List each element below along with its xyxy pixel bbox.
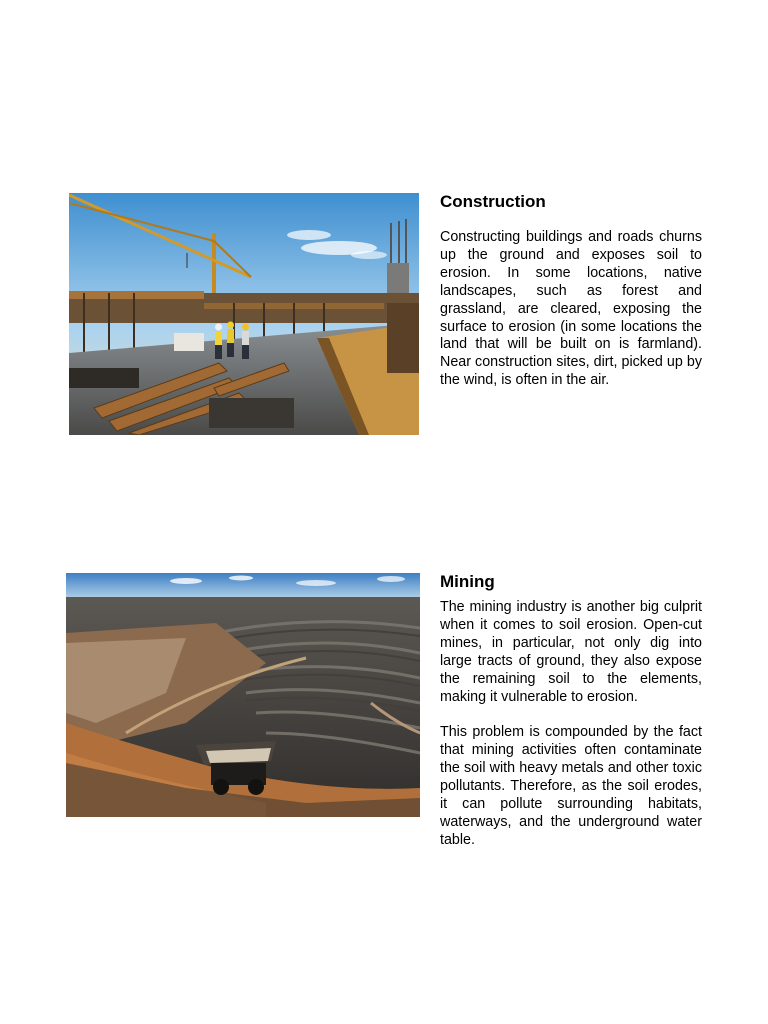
mining-paragraph-1: The mining industry is another big culprit when it comes to soil erosion. Open-cut mines, in particular, not only dig into large tracts of ground, they also expose the remaining soil to the elements, making it vulnerable to erosion. [440, 599, 702, 705]
mining-heading: Mining [440, 572, 495, 591]
construction-text [440, 192, 702, 390]
construction-heading: Construction [440, 192, 546, 211]
open-pit-mine-photo [66, 573, 420, 817]
construction-site-photo [69, 193, 419, 435]
construction-paragraph: Constructing buildings and roads churns up the ground and exposes soil to erosion. In some locations, native landscapes, such as forest and grassland, are cleared, exposing the surface to erosion (in some locations the land that will be built on is farmland). Near construction sites, dirt, picked up by the wind, is often in the air. [440, 229, 702, 389]
mining-paragraph-2: This problem is compounded by the fact that mining activities often contaminate the soil with heavy metals and other toxic pollutants. Therefore, as the soil erodes, it can pollute surrounding habitats, waterways, and the underground water table. [440, 724, 702, 848]
mining-text [440, 572, 702, 850]
